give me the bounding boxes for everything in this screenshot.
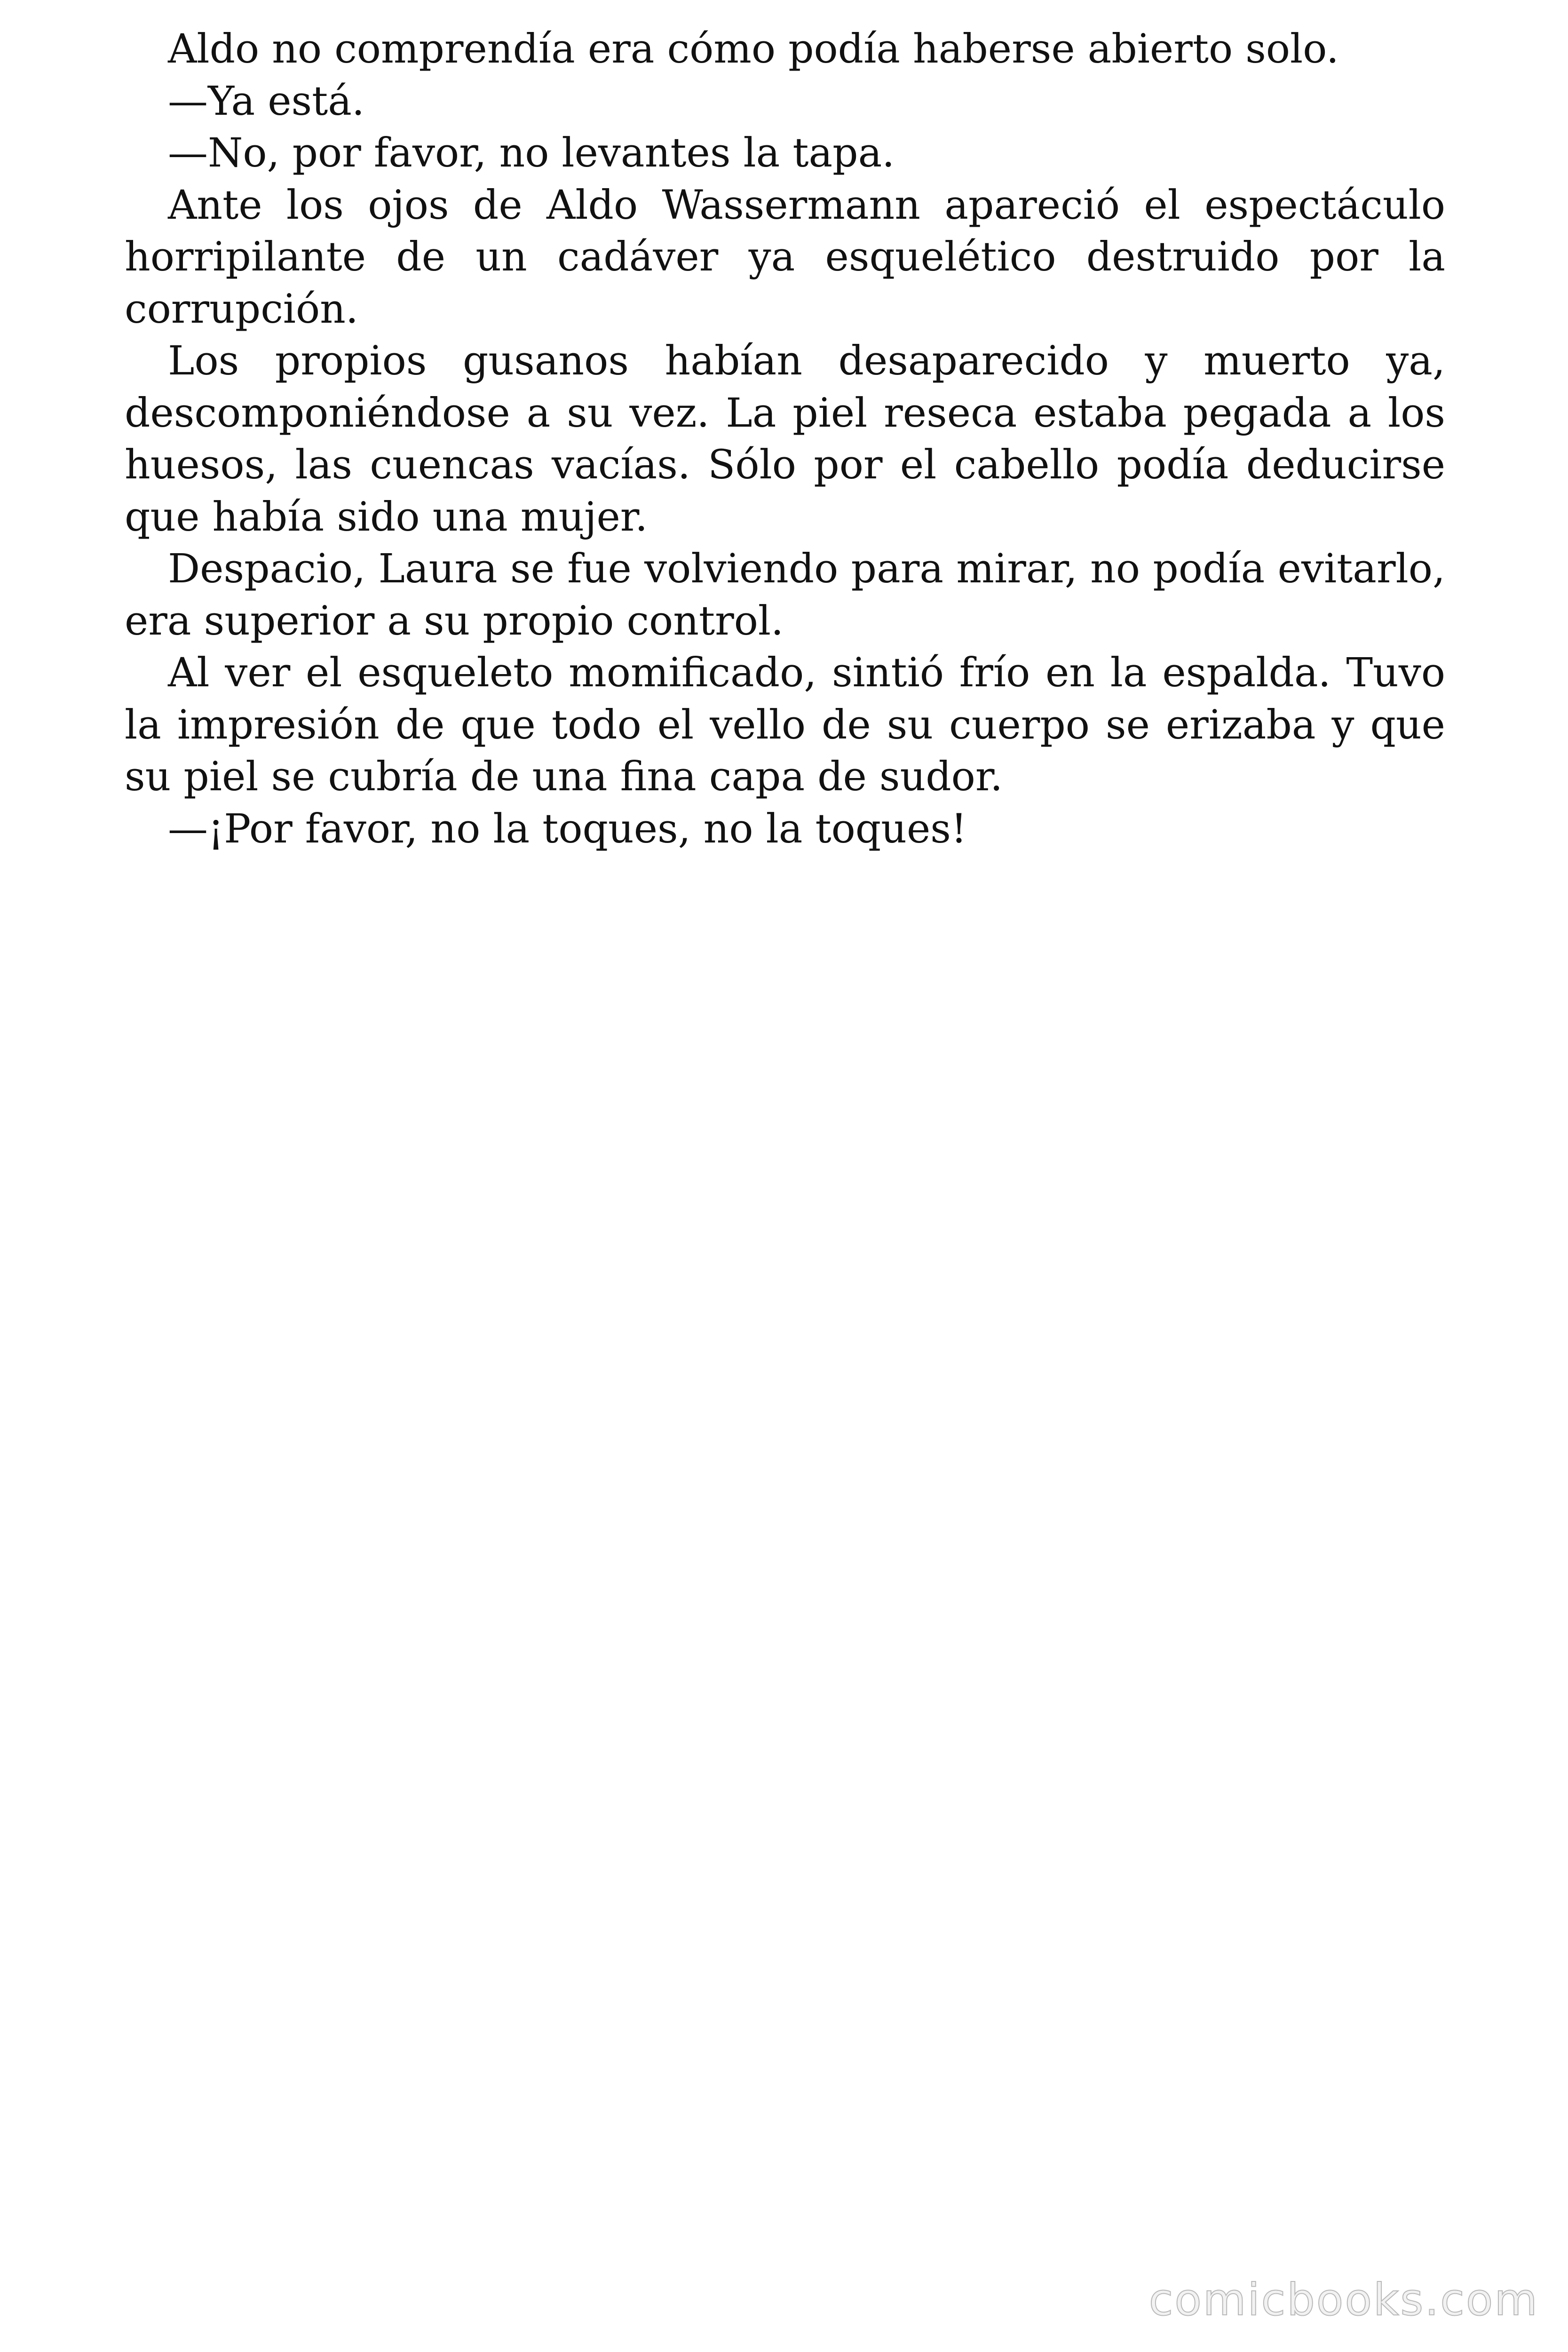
paragraph: Despacio, Laura se fue volviendo para mirar, no podía evitarlo, era superior a su propio control. bbox=[125, 546, 1445, 644]
paragraph: Al ver el esqueleto momificado, sintió frío en la espalda. Tuvo la impresión de que todo el vello de su cuerpo se erizaba y que su piel se cubría de una fina capa de sudor. bbox=[125, 650, 1445, 800]
watermark: comicbooks.com bbox=[1148, 2274, 1539, 2326]
paragraph: —¡Por favor, no la toques, no la toques! bbox=[168, 805, 967, 852]
paragraph: Los propios gusanos habían desaparecido y muerto ya, descomponiéndose a su vez. La piel reseca estaba pegada a los huesos, las cuencas vacías. Sólo por el cabello podía deducirse que había sido una mujer. bbox=[125, 338, 1445, 540]
paragraph: Aldo no comprendía era cómo podía haberse abierto solo. bbox=[168, 26, 1339, 72]
page-body bbox=[125, 24, 1445, 855]
paragraph: —Ya está. bbox=[168, 78, 364, 125]
paragraph: Ante los ojos de Aldo Wassermann apareció el espectáculo horripilante de un cadáver ya esquelético destruido por la corrupción. bbox=[125, 182, 1445, 333]
paragraph: —No, por favor, no levantes la tapa. bbox=[168, 130, 895, 176]
